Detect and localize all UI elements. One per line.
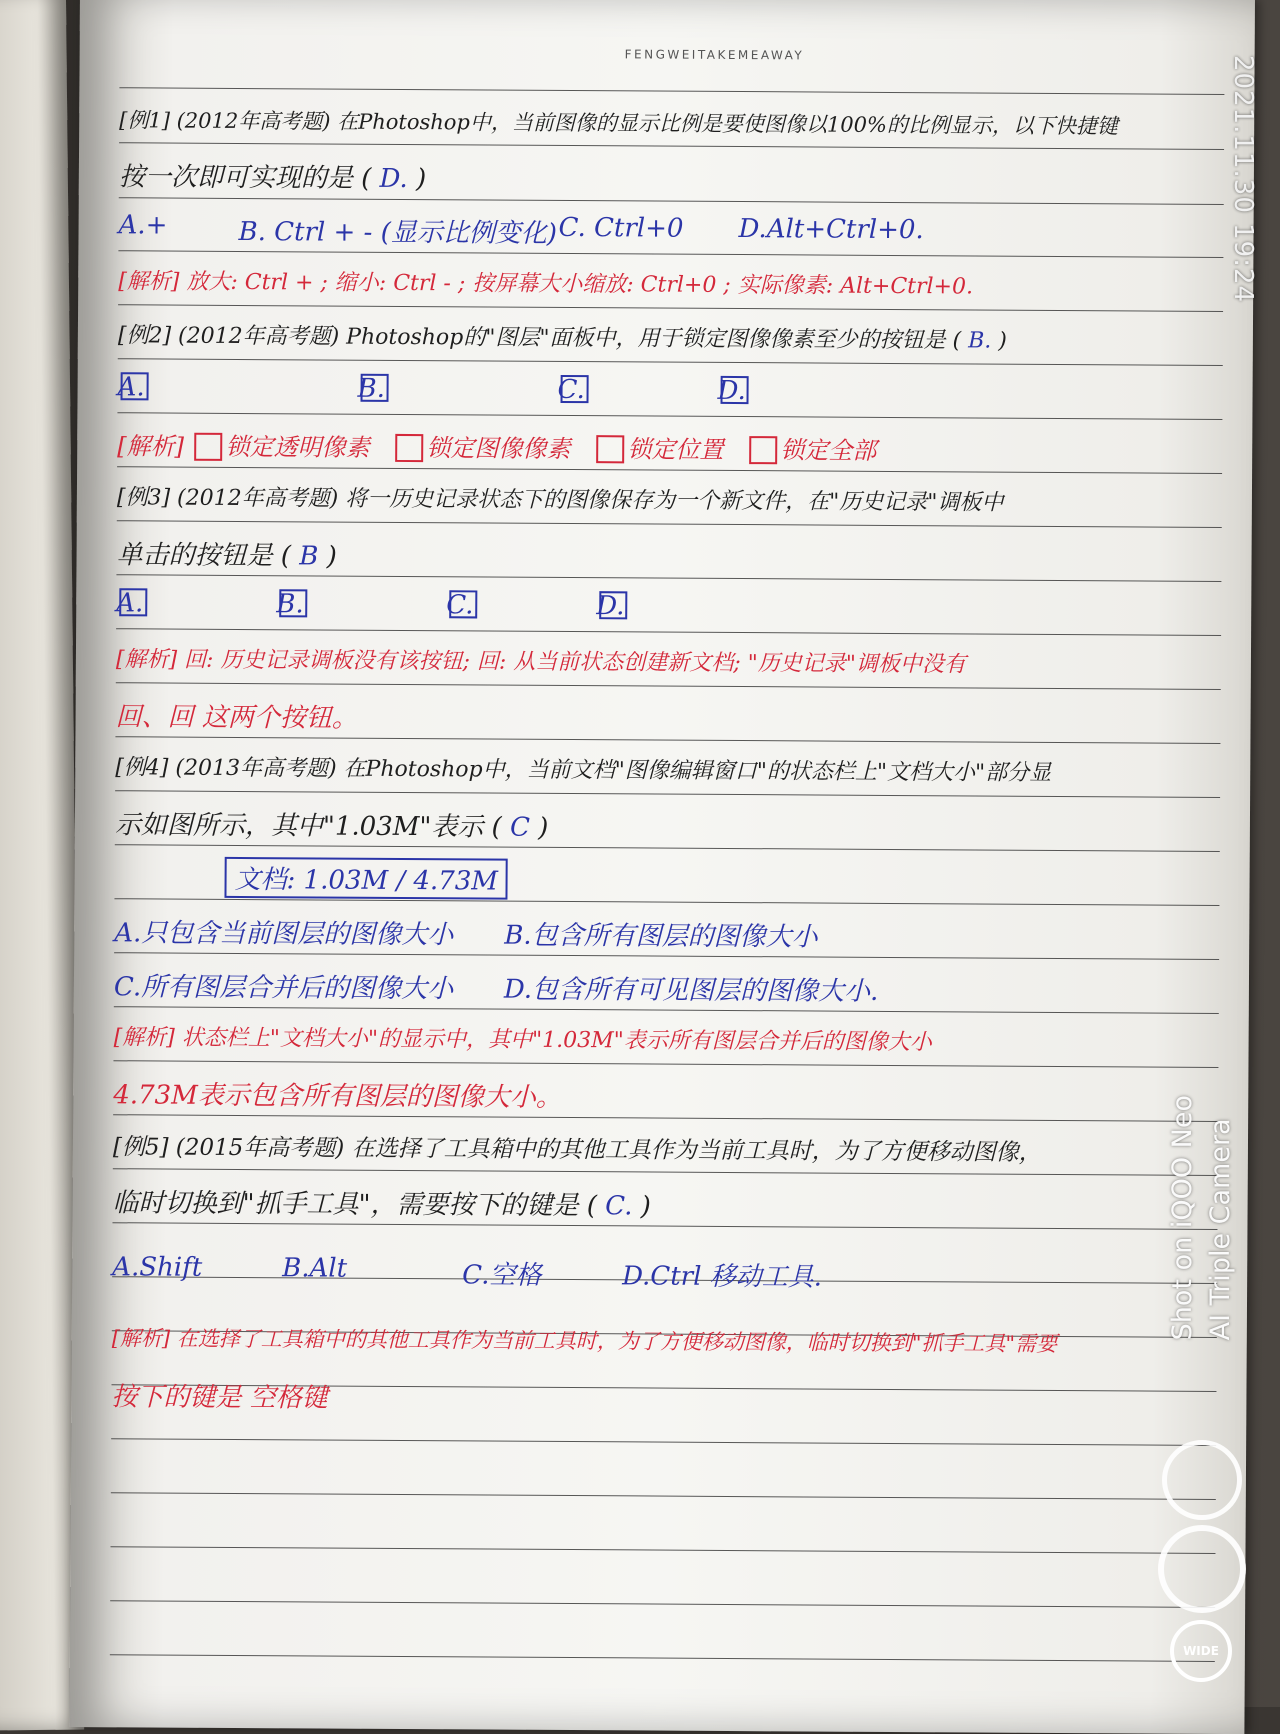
ex5-question-line2 xyxy=(113,1182,651,1222)
ex4-question-line2 xyxy=(115,804,549,844)
ex4-explanation-line1: [解析] 状态栏上"文档大小"的显示中，其中"1.03M"表示所有图层合并后的图像大小 xyxy=(113,1025,932,1056)
lock-position-icon xyxy=(596,435,624,463)
ex4-option-d: D.包含所有可见图层的图像大小. xyxy=(503,974,879,1007)
document-size-box: 文档: 1.03M / 4.73M xyxy=(224,857,508,900)
ex1-question-close: ) xyxy=(415,164,427,195)
lock-all-icon xyxy=(749,436,777,464)
ex5-option-a: A.Shift xyxy=(112,1252,203,1283)
ex1-option-a: A.+ xyxy=(118,210,168,241)
ruled-line xyxy=(111,1438,1216,1446)
ex3-explanation-line2: 回、回 这两个按钮。 xyxy=(115,702,358,734)
ex5-answer: C. xyxy=(605,1191,633,1222)
capture-timestamp: 2021.11.30 19:24 xyxy=(1228,55,1258,304)
ruled-line xyxy=(116,628,1221,636)
ruled-line xyxy=(117,520,1222,528)
ex2-option-a: A. xyxy=(117,372,145,403)
ruled-line xyxy=(118,250,1223,258)
ex3-option-b: B. xyxy=(276,589,304,620)
ex2-option-d: D. xyxy=(717,375,746,407)
ex4-options-row2 xyxy=(113,966,1114,1007)
ex3-explanation-line1: [解析] 回: 历史记录调板没有该按钮; 回: 从当前状态创建新文档; "历史记录"调板中没有 xyxy=(115,647,967,678)
ex2-question xyxy=(118,318,1007,354)
history-button-d-icon xyxy=(599,591,627,619)
ruled-line xyxy=(119,142,1224,150)
camera-watermark xyxy=(1164,1095,1240,1340)
lock-transparent-icon xyxy=(195,432,223,460)
ruled-line xyxy=(117,412,1222,420)
ruled-line xyxy=(114,1006,1219,1014)
ex5-question-line1: [例5] (2015年高考题) 在选择了工具箱中的其他工具作为当前工具时，为了方便移动图像， xyxy=(112,1134,1042,1166)
ruled-line xyxy=(116,574,1221,582)
ex4-question-line1: [例4] (2013年高考题) 在Photoshop中，当前文档"图像编辑窗口"的状态栏上"文档大小"部分显 xyxy=(115,755,1052,786)
lock-image-pixels-icon xyxy=(395,433,423,461)
ruled-line xyxy=(110,1654,1215,1662)
ex1-options xyxy=(118,210,1118,249)
ruled-line xyxy=(114,952,1219,960)
ex5-explanation-line2: 按下的键是 空格键 xyxy=(111,1382,328,1414)
ex5-option-c: C.空格 xyxy=(462,1260,542,1291)
ex2-explanation-4: 锁定全部 xyxy=(780,436,877,465)
ex2-explanation-2: 锁定图像像素 xyxy=(426,434,571,464)
ruled-line xyxy=(118,304,1223,312)
ex1-option-b: B. Ctrl + - (显示比例变化) xyxy=(238,216,557,249)
ex2-option-b: B. xyxy=(357,373,386,404)
ex4-option-b: B.包含所有图层的图像大小 xyxy=(504,920,818,953)
ex3-question-text: 单击的按钮是 ( xyxy=(116,540,292,572)
camera-lens-icon xyxy=(1162,1440,1242,1520)
ex3-question-close: ) xyxy=(326,541,337,572)
ruled-line xyxy=(114,898,1219,906)
page-header: FENGWEITAKEMEAWAY xyxy=(624,47,805,63)
camera-lens-icon xyxy=(1158,1525,1246,1613)
ex3-option-c: C. xyxy=(446,590,474,621)
ex1-answer: D. xyxy=(379,163,408,195)
ex3-option-a: A. xyxy=(116,588,144,619)
ruled-line xyxy=(119,87,1224,95)
ex5-option-d: D.Ctrl 移动工具. xyxy=(622,1261,823,1293)
ex3-option-d: D. xyxy=(596,591,625,622)
ex2-answer: B. xyxy=(968,328,992,354)
ex2-options xyxy=(117,372,1117,408)
ex5-explanation-line1: [解析] 在选择了工具箱中的其他工具作为当前工具时，为了方便移动图像，临时切换到"抓手工具"需要 xyxy=(111,1326,1058,1356)
ruled-line xyxy=(118,358,1223,366)
camera-label: AI Triple Camera xyxy=(1205,1118,1236,1341)
lock-position-icon xyxy=(560,375,588,403)
lock-image-pixels-icon xyxy=(361,374,389,402)
ruled-line xyxy=(113,1060,1218,1068)
lock-all-icon xyxy=(720,376,748,404)
ex3-options xyxy=(116,588,1016,623)
notebook-page xyxy=(69,0,1255,1734)
ex2-question-close: ) xyxy=(998,328,1007,354)
ex5-option-b: B.Alt xyxy=(282,1253,348,1284)
ex4-question-text: 示如图所示，其中"1.03M"表示 ( xyxy=(114,810,502,843)
ex4-option-a: A.只包含当前图层的图像大小 xyxy=(114,918,454,951)
ex3-question-line2 xyxy=(116,534,336,572)
ex1-question-text: 按一次即可实现的是 ( xyxy=(118,162,372,194)
ruled-line xyxy=(111,1492,1216,1500)
ex2-explanation xyxy=(117,426,876,466)
ex1-question-line2 xyxy=(119,156,427,195)
ruled-line xyxy=(112,1222,1217,1230)
history-button-a-icon xyxy=(119,588,147,616)
ex2-explanation-label: [解析] xyxy=(117,432,185,461)
ex4-answer: C xyxy=(509,812,531,843)
ex4-explanation-line2: 4.73M表示包含所有图层的图像大小。 xyxy=(113,1080,562,1113)
ex2-explanation-1: 锁定透明像素 xyxy=(225,432,370,462)
lock-transparent-icon xyxy=(121,372,149,400)
ex1-question-line1: [例1] (2012年高考题) 在Photoshop中，当前图像的显示比例是要使图像以100%的比例显示，以下快捷键 xyxy=(119,108,1119,139)
ruled-line xyxy=(111,1546,1216,1554)
ex5-question-close: ) xyxy=(640,1191,651,1222)
ruled-line xyxy=(115,790,1220,798)
ex1-option-c: C. Ctrl+0 xyxy=(558,212,684,244)
ex3-question-line1: [例3] (2012年高考题) 将一历史记录状态下的图像保存为一个新文件，在"历史记录"调板中 xyxy=(116,485,1004,516)
ruled-line xyxy=(110,1600,1215,1608)
ex5-options xyxy=(112,1252,1012,1293)
ex2-explanation-3: 锁定位置 xyxy=(627,435,724,464)
ex1-explanation: [解析] 放大: Ctrl + ; 缩小: Ctrl - ; 按屏幕大小缩放: Ctrl+0 ; 实际像素: Alt+Ctrl+0. xyxy=(118,269,974,300)
ruled-line xyxy=(116,682,1221,690)
ex5-question-text: 临时切换到"抓手工具"，需要按下的键是 ( xyxy=(112,1188,598,1222)
ex4-option-c: C.所有图层合并后的图像大小 xyxy=(113,972,454,1005)
camera-model: Shot on iQOO Neo xyxy=(1167,1095,1198,1341)
ex4-question-close: ) xyxy=(538,812,549,843)
ex2-question-text: [例2] (2012年高考题) Photoshop的"图层"面板中，用于锁定图像像素至少的按钮是 ( xyxy=(117,323,962,354)
ruled-line xyxy=(113,1168,1218,1176)
ex2-option-c: C. xyxy=(557,374,585,406)
ex3-answer: B xyxy=(299,541,319,572)
ex1-option-d: D.Alt+Ctrl+0. xyxy=(738,214,924,246)
history-button-c-icon xyxy=(449,590,477,618)
new-document-from-state-icon xyxy=(279,589,307,617)
ruled-line xyxy=(117,466,1222,474)
ruled-line xyxy=(113,1114,1218,1122)
ruled-line xyxy=(115,736,1220,744)
ruled-line xyxy=(115,844,1220,852)
ex4-options-row1 xyxy=(114,912,1114,953)
ruled-line xyxy=(119,197,1224,205)
wide-lens-badge: WIDE xyxy=(1170,1620,1232,1682)
